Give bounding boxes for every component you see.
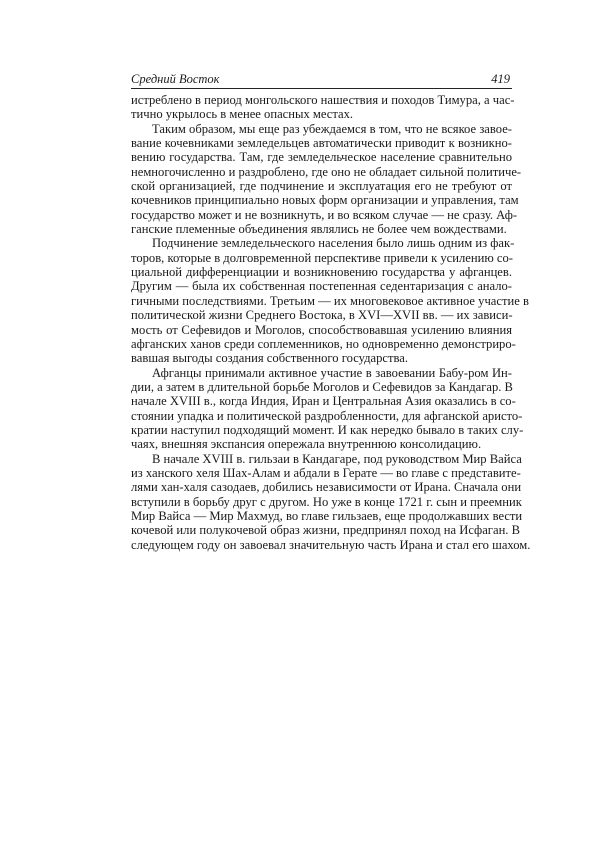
text-line: Мир Вайса — Мир Махмуд, во главе гильзаев, еще продолжавших вести — [131, 508, 523, 523]
text-line: циальной дифференциации и возникновению государства у афганцев. — [131, 265, 512, 280]
text-line: кочевой или полукочевой образ жизни, предпринял поход на Исфаган. В — [131, 523, 521, 538]
text-line: государство может и не возникнуть, и во всяком случае — не сразу. Аф- — [131, 207, 518, 222]
page-body-text — [131, 93, 531, 552]
running-header — [131, 71, 512, 89]
text-line: дии, а затем в длительной борьбе Моголов и Сефевидов за Кандагар. В — [131, 379, 513, 394]
paragraph — [131, 93, 515, 122]
text-line: истреблено в период монгольского нашествия и походов Тимура, а час- — [131, 93, 515, 107]
text-line: вению государства. Там, где земледельческое население сравнительно — [131, 150, 512, 165]
text-line: В начале XVIII в. гильзаи в Кандагаре, под руководством Мир Вайса — [152, 451, 522, 466]
text-line: Подчинение земледельческого населения было лишь одним из фак- — [152, 236, 515, 251]
text-line: чаях, внешняя экспансия опережала внутреннюю консолидацию. — [131, 437, 482, 452]
text-line: Другим — была их собственная постепенная седентаризация с анало- — [131, 279, 512, 294]
text-line: из ханского хеля Шах-Алам и абдали в Герате — во главе с представите- — [131, 465, 521, 480]
text-line: начале XVIII в., когда Индия, Иран и Центральная Азия оказались в со- — [131, 394, 516, 409]
text-line: мость от Сефевидов и Моголов, способствовавшая усилению влияния — [131, 322, 512, 337]
text-line: гичными последствиями. Третьим — их многовековое активное участие в — [131, 293, 529, 308]
paragraph — [131, 236, 529, 366]
text-line: политической жизни Среднего Востока, в XVI—XVII вв. — их зависи- — [131, 308, 513, 323]
text-line: кочевников принципиально новых форм организации и управления, там — [131, 193, 519, 208]
page-number: 419 — [491, 72, 510, 86]
text-line: тично укрылось в менее опасных местах. — [131, 107, 354, 122]
text-line: ганские племенные объединения являлись не более чем вождествами. — [131, 222, 507, 237]
paragraph — [131, 451, 531, 552]
text-line: афганских ханов среди соплеменников, но одновременно демонстриро- — [131, 336, 516, 351]
text-line: следующем году он завоевал значительную часть Ирана и стал его шахом. — [131, 537, 531, 552]
paragraph — [131, 365, 524, 452]
text-line: Таким образом, мы еще раз убеждаемся в том, что не всякое завое- — [152, 121, 512, 136]
paragraph — [131, 121, 522, 237]
text-line: кратии наступил подходящий момент. И как нередко бывало в таких слу- — [131, 422, 524, 437]
text-line: торов, которые в долговременной перспективе привели к усилению со- — [131, 250, 513, 265]
text-line: стоянии упадка и политической раздробленности, для афганской аристо- — [131, 408, 523, 423]
text-line: вступили в борьбу друг с другом. Но уже в конце 1721 г. сын и преемник — [131, 494, 522, 509]
text-line: ской организацией, где подчинение и эксплуатация его не требуют от — [131, 179, 512, 194]
text-line: вание кочевниками земледельцев автоматически приводит к возникно- — [131, 136, 512, 151]
running-header-title: Средний Восток — [131, 72, 220, 86]
text-line: немногочисленно и раздроблено, где оно не обладает сильной политиче- — [131, 164, 522, 179]
text-line: лями хан-халя сазодаев, добились независимости от Ирана. Сначала они — [131, 480, 522, 495]
text-line: Афганцы принимали активное участие в завоевании Бабу-ром Ин- — [152, 365, 512, 380]
text-line: вавшая выгоды создания собственного государства. — [131, 351, 409, 366]
